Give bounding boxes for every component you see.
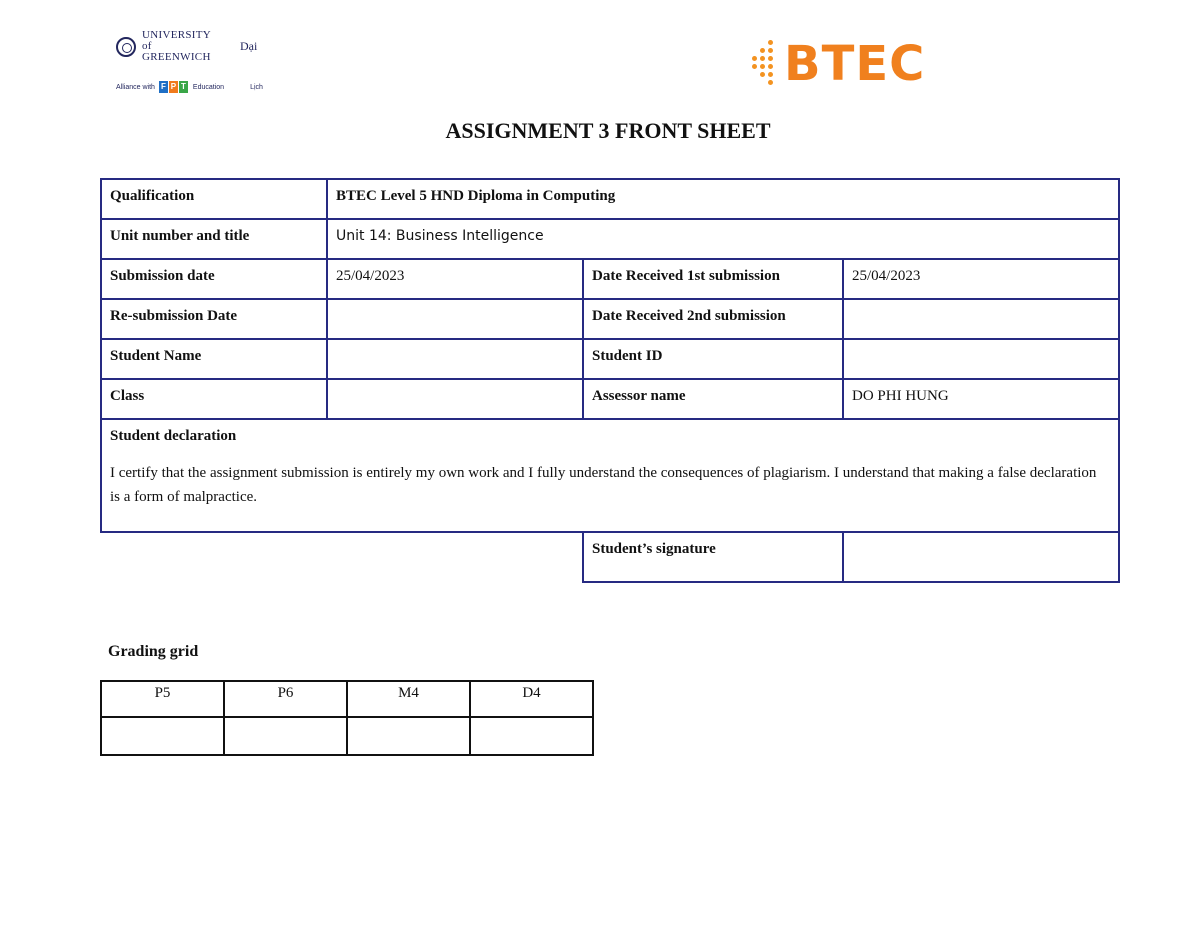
class-row: [101, 379, 1119, 419]
date-received-2-value: [843, 299, 1119, 339]
declaration-cell: [101, 419, 1119, 532]
unit-label: Unit number and title: [101, 219, 327, 259]
resubmission-value: [327, 299, 583, 339]
grade-header-m4: M4: [347, 681, 470, 717]
grade-value-d4: [470, 717, 593, 755]
class-label: Class: [101, 379, 327, 419]
signature-label: Student’s signature: [583, 532, 843, 582]
btec-dots-icon: [752, 38, 780, 90]
student-row: [101, 339, 1119, 379]
page-title: ASSIGNMENT 3 FRONT SHEET: [445, 118, 771, 143]
university-code: Dại: [240, 39, 258, 53]
submission-date-label: Submission date: [101, 259, 327, 299]
grade-header-p5: P5: [101, 681, 224, 717]
student-id-value: [843, 339, 1119, 379]
assessor-label: Assessor name: [583, 379, 843, 419]
alliance-text: Alliance with: [116, 83, 155, 91]
university-logo-block: [116, 30, 266, 96]
class-value: [327, 379, 583, 419]
grade-value-m4: [347, 717, 470, 755]
signature-value: [843, 532, 1119, 582]
student-name-value: [327, 339, 583, 379]
declaration-heading: Student declaration: [110, 428, 237, 444]
grade-header-p6: P6: [224, 681, 347, 717]
signature-row: [101, 532, 1119, 582]
assessor-value: DO PHI HUNG: [843, 379, 1119, 419]
declaration-text: I certify that the assignment submission is entirely my own work and I fully understand the consequences of plagiarism. I understand that making a false declaration is a form of malpractice.: [110, 465, 1097, 505]
small-code: Lịch: [250, 83, 263, 91]
qualification-label: Qualification: [101, 179, 327, 219]
signature-spacer: [101, 532, 583, 582]
unit-value: Unit 14: Business Intelligence: [327, 219, 1119, 259]
submission-date-value: 25/04/2023: [327, 259, 583, 299]
grade-header-d4: D4: [470, 681, 593, 717]
grading-value-row: [101, 717, 593, 755]
date-received-2-label: Date Received 2nd submission: [583, 299, 843, 339]
grade-value-p6: [224, 717, 347, 755]
grading-grid: [100, 680, 594, 756]
unit-row: [101, 219, 1119, 259]
grading-grid-label: Grading grid: [108, 643, 199, 660]
date-received-1-value: 25/04/2023: [843, 259, 1119, 299]
qualification-value: BTEC Level 5 HND Diploma in Computing: [327, 179, 1119, 219]
student-name-label: Student Name: [101, 339, 327, 379]
university-name: UNIVERSITY of GREENWICH: [142, 29, 211, 63]
btec-logo: [752, 34, 925, 94]
fpt-letter-f: F: [159, 81, 168, 93]
qualification-row: [101, 179, 1119, 219]
fpt-logo: [159, 81, 189, 93]
submission-row: [101, 259, 1119, 299]
grading-header-row: [101, 681, 593, 717]
crest-icon: [116, 37, 136, 57]
front-sheet-table: [100, 178, 1120, 583]
student-id-label: Student ID: [583, 339, 843, 379]
education-text: Education: [192, 83, 225, 91]
fpt-letter-p: P: [170, 82, 177, 91]
resubmission-row: [101, 299, 1119, 339]
btec-wordmark: BTEC: [784, 36, 926, 92]
declaration-row: [101, 419, 1119, 532]
grade-value-p5: [101, 717, 224, 755]
fpt-letter-t: T: [179, 81, 188, 93]
date-received-1-label: Date Received 1st submission: [583, 259, 843, 299]
resubmission-label: Re-submission Date: [101, 299, 327, 339]
